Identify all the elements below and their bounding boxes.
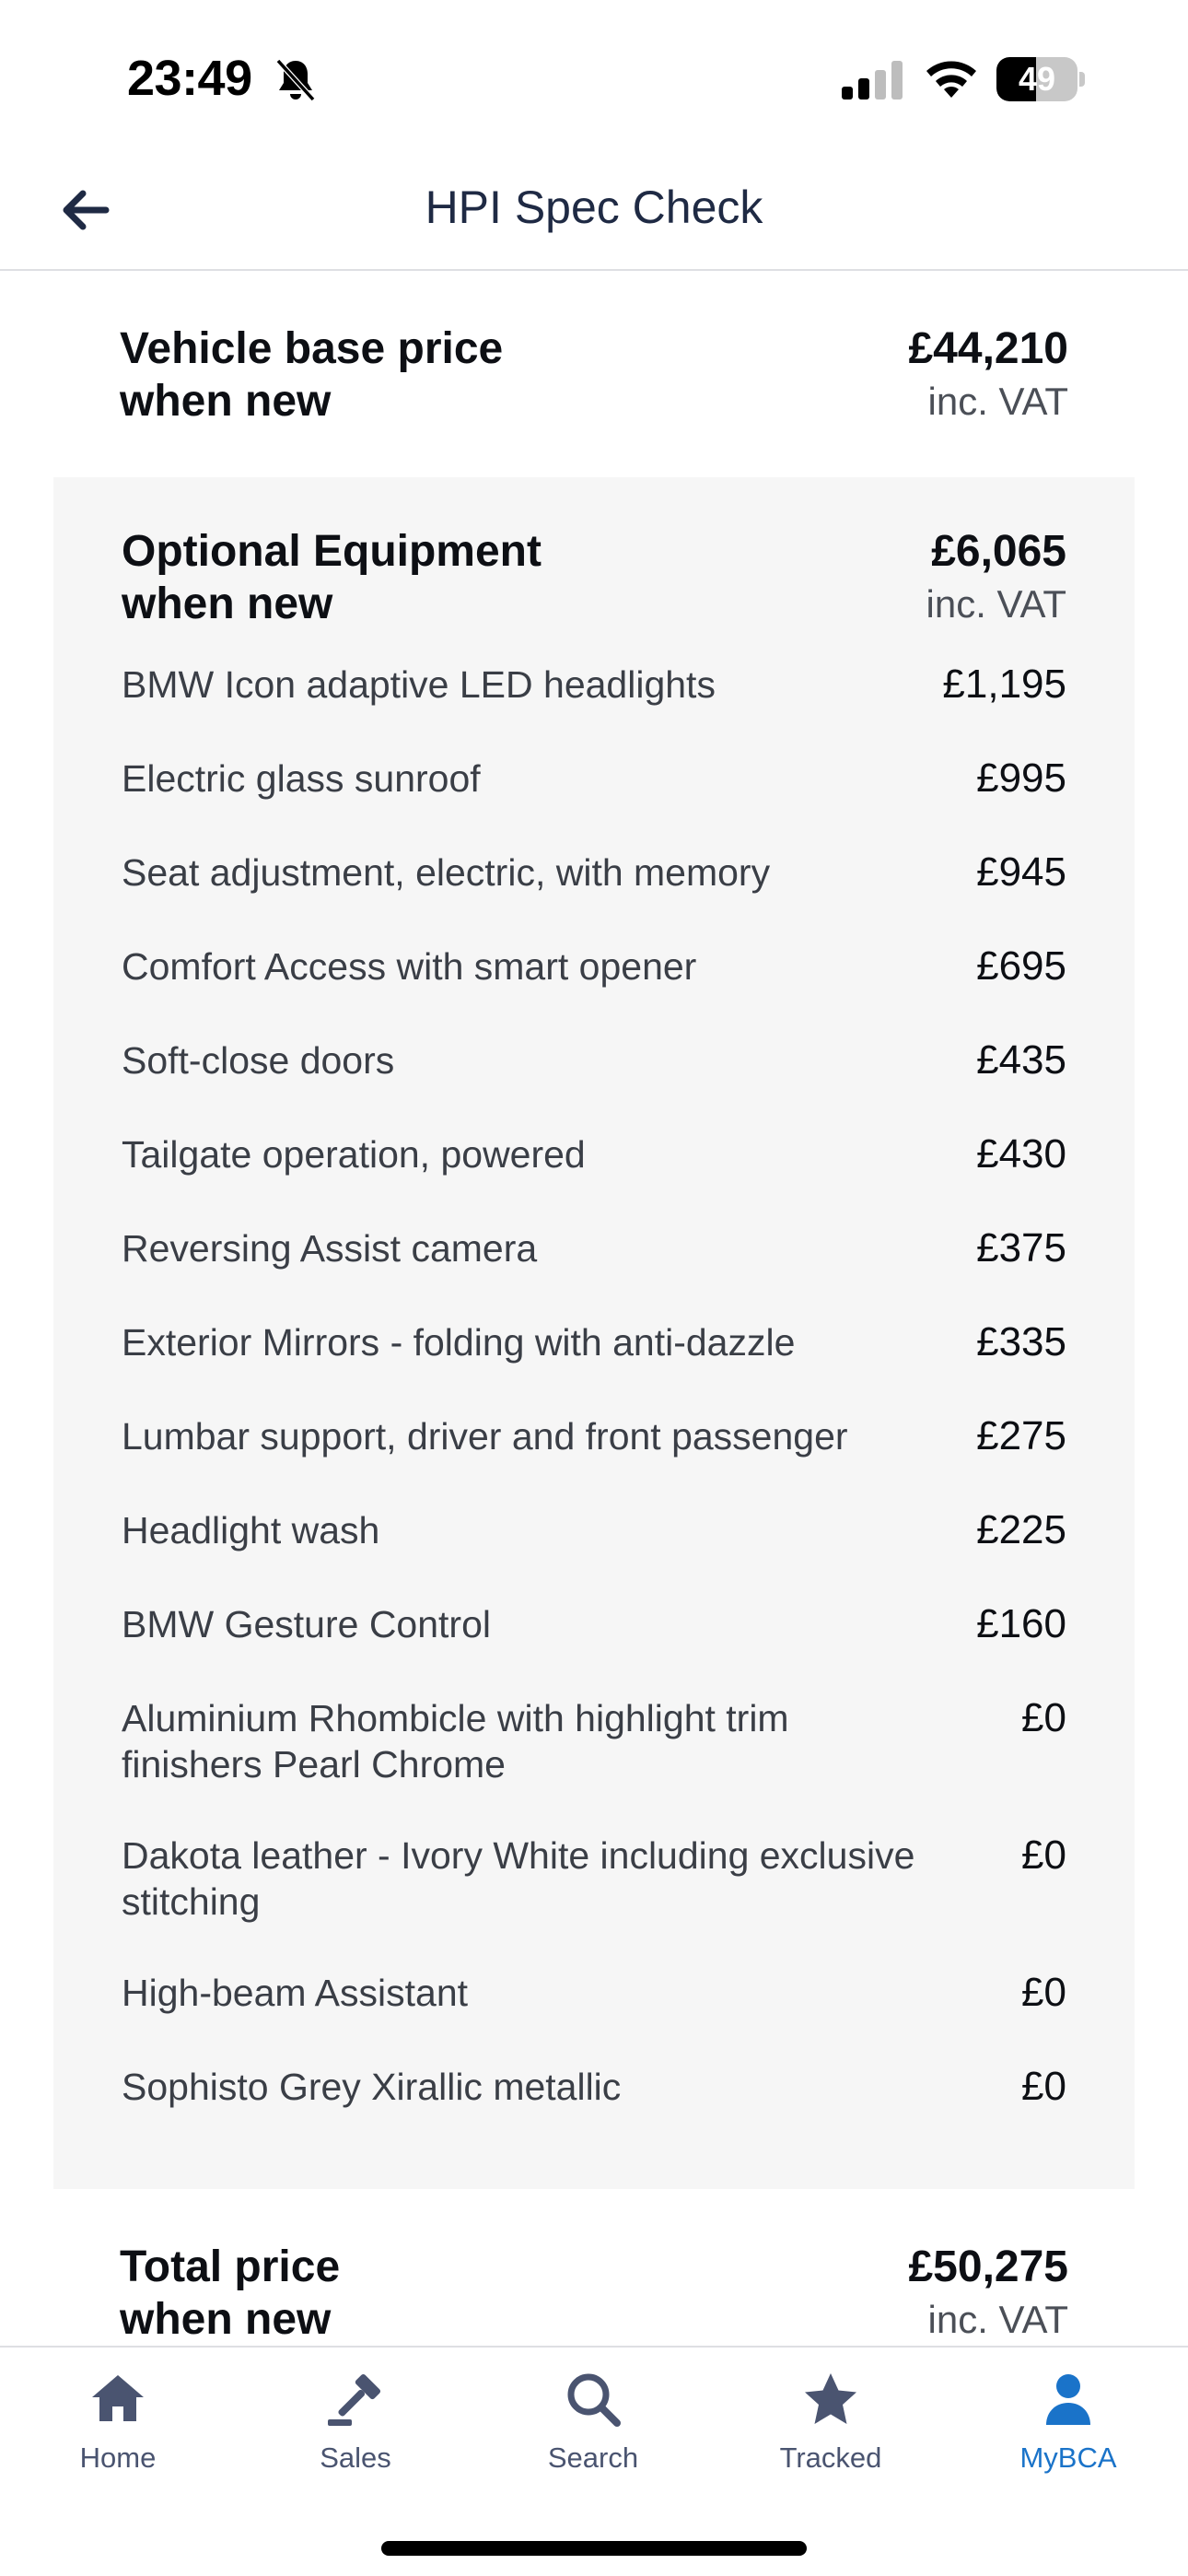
total-price-label: Total price when new: [120, 2242, 341, 2344]
item-name: Electric glass sunroof: [122, 757, 481, 800]
item-name: Aluminium Rhombicle with highlight trim finishers Pearl Chrome: [122, 1697, 789, 1786]
item-name: Dakota leather - Ivory White including exclusive stitching: [122, 1834, 915, 1923]
item-name: Tailgate operation, powered: [122, 1133, 586, 1176]
list-item: [122, 1131, 1066, 1177]
item-price: £0: [1021, 1970, 1066, 2015]
item-price: £1,195: [942, 662, 1066, 707]
tab-search[interactable]: [501, 2370, 685, 2508]
item-price: £0: [1021, 1695, 1066, 1740]
list-item: [122, 1225, 1066, 1271]
tab-mybca[interactable]: [976, 2370, 1160, 2508]
item-price: £430: [976, 1131, 1066, 1177]
cellular-signal-icon: [842, 61, 904, 100]
home-icon: [88, 2370, 147, 2429]
status-bar: [0, 0, 1188, 157]
item-price: £435: [976, 1037, 1066, 1083]
tab-label: Tracked: [779, 2441, 882, 2474]
battery-percentage: 49: [1018, 60, 1056, 98]
item-price: £995: [976, 755, 1066, 801]
optional-equipment-header: [122, 525, 1066, 630]
optional-equipment-panel: [53, 477, 1135, 2189]
item-name: Reversing Assist camera: [122, 1227, 538, 1270]
base-price-label: Vehicle base price when new: [120, 324, 504, 426]
navigation-header: [0, 157, 1188, 271]
list-item: [122, 1970, 1066, 2016]
tab-label: Home: [79, 2441, 157, 2474]
tab-tracked[interactable]: [739, 2370, 923, 2508]
bell-muted-icon: [274, 57, 317, 103]
item-name: Comfort Access with smart opener: [122, 945, 697, 988]
list-item: [122, 849, 1066, 896]
status-time: 23:49: [127, 51, 252, 106]
item-price: £0: [1021, 2064, 1066, 2109]
item-name: Lumbar support, driver and front passenger: [122, 1415, 848, 1458]
item-price: £275: [976, 1413, 1066, 1458]
list-item: [122, 1037, 1066, 1083]
tab-sales[interactable]: [263, 2370, 448, 2508]
item-price: £695: [976, 943, 1066, 989]
item-price: £945: [976, 849, 1066, 895]
item-price: £225: [976, 1507, 1066, 1552]
page-title: HPI Spec Check: [425, 181, 763, 233]
item-name: Seat adjustment, electric, with memory: [122, 851, 771, 894]
item-name: Headlight wash: [122, 1509, 380, 1551]
list-item: [122, 1695, 1066, 1787]
star-icon: [801, 2370, 860, 2429]
list-item: [122, 755, 1066, 802]
spec-content: [0, 273, 1188, 2346]
search-icon: [564, 2370, 623, 2429]
item-name: BMW Icon adaptive LED headlights: [122, 663, 716, 706]
optional-equipment-amount: £6,065: [931, 527, 1066, 576]
base-price-section: [120, 322, 1068, 427]
list-item: [122, 943, 1066, 989]
base-price-amount: £44,210: [908, 324, 1068, 373]
person-icon: [1039, 2370, 1098, 2429]
item-name: Sophisto Grey Xirallic metallic: [122, 2066, 622, 2108]
total-price-amount: £50,275: [908, 2242, 1068, 2291]
total-price-vat: inc. VAT: [927, 2298, 1068, 2341]
item-price: £335: [976, 1319, 1066, 1364]
item-name: Exterior Mirrors - folding with anti-dazzle: [122, 1321, 796, 1364]
optional-equipment-vat: inc. VAT: [926, 582, 1066, 626]
tab-label: MyBCA: [1019, 2441, 1117, 2474]
item-name: High-beam Assistant: [122, 1972, 469, 2014]
item-name: Soft-close doors: [122, 1039, 395, 1082]
tab-home[interactable]: [26, 2370, 210, 2508]
tab-label: Sales: [320, 2441, 391, 2474]
list-item: [122, 1832, 1066, 1925]
total-price-section: [120, 2241, 1068, 2346]
list-item: [122, 1413, 1066, 1459]
list-item: [122, 662, 1066, 708]
item-price: £160: [976, 1601, 1066, 1646]
base-price-vat: inc. VAT: [927, 380, 1068, 423]
home-indicator: [381, 2541, 807, 2556]
wifi-icon: [923, 55, 980, 100]
battery-icon: [996, 57, 1085, 101]
item-price: £0: [1021, 1832, 1066, 1878]
optional-equipment-label: Optional Equipment when new: [122, 527, 542, 628]
item-price: £375: [976, 1225, 1066, 1270]
list-item: [122, 1319, 1066, 1365]
item-name: BMW Gesture Control: [122, 1603, 491, 1645]
list-item: [122, 1507, 1066, 1553]
gavel-icon: [326, 2370, 385, 2429]
list-item: [122, 1601, 1066, 1647]
tab-label: Search: [547, 2441, 639, 2474]
list-item: [122, 2064, 1066, 2110]
